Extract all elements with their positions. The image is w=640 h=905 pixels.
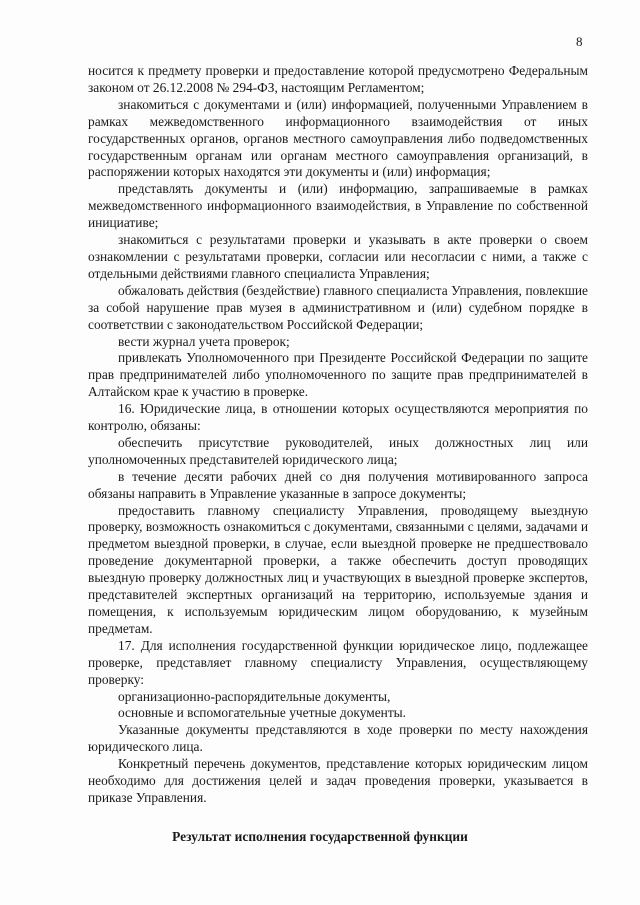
paragraph: знакомиться с результатами проверки и указывать в акте проверки о своем ознакомлении с результатами проверки, согласии или несогласии с ними, а также с отдельными действиями главного специалиста Управления; [88,232,588,281]
body-text [88,63,588,807]
paragraph: Указанные документы представляются в ходе проверки по месту нахождения юридического лица. [88,722,588,755]
paragraph: Конкретный перечень документов, представление которых юридическим лицом необходимо для достижения целей и задач проведения проверки, указывается в приказе Управления. [88,756,588,805]
paragraph-clause-17: 17. Для исполнения государственной функции юридическое лицо, подлежащее проверке, представляет главному специалисту Управления, осуществляющему проверку: [88,637,588,687]
paragraph: представлять документы и (или) информацию, запрашиваемые в рамках межведомственного информационного взаимодействия, в Управление по собственной инициативе; [88,181,588,231]
paragraph: знакомиться с документами и (или) информацией, полученными Управлением в рамках межведомственного информационного взаимодействия от иных государственных органов, органов местного самоуправления либо подведомственных государственным органам или органам местного самоуправления организаций, в распоряжении которых находятся эти документы и (или) информация; [88,96,588,180]
paragraph: обжаловать действия (бездействие) главного специалиста Управления, повлекшие за собой нарушение прав музея в административном и (или) судебном порядке в соответствии с законодательством Российской Федерации; [88,282,588,332]
paragraph: вести журнал учета проверок; [118,333,290,349]
section-heading: Результат исполнения государственной функции [172,829,468,844]
paragraph: в течение десяти рабочих дней со дня получения мотивированного запроса обязаны направить в Управление указанные в запросе документы; [88,468,588,501]
paragraph: предоставить главному специалисту Управления, проводящему выездную проверку, возможность ознакомиться с документами, связанными с целями, задачами и предметом выездной проверки, в случае, если выездной проверке не предшествовало проведение документарной проверки, а также обеспечить доступ проводящих выездную проверку должностных лиц и участвующих в выездной проверке экспертов, представителей экспертных организаций на территорию, используемые здания и помещения, к используемым юридическим лицом оборудованию, к музейным предметам. [88,502,588,636]
paragraph: основные и вспомогательные учетные документы. [118,705,407,721]
paragraph: обеспечить присутствие руководителей, иных должностных лиц или уполномоченных представителей юридического лица; [88,434,588,467]
paragraph-continuation: носится к предмету проверки и предоставление которой предусмотрено Федеральным законом от 26.12.2008 № 294-ФЗ, настоящим Регламентом; [88,63,588,95]
paragraph: организационно-распорядительные документы, [118,688,391,704]
page-number: 8 [576,34,583,49]
paragraph: привлекать Уполномоченного при Президенте Российской Федерации по защите прав предпринимателей либо уполномоченного по защите прав предпринимателей в Алтайском крае к участию в проверке. [88,350,588,400]
paragraph-clause-16: 16. Юридические лица, в отношении которых осуществляются мероприятия по контролю, обязаны: [88,401,588,434]
